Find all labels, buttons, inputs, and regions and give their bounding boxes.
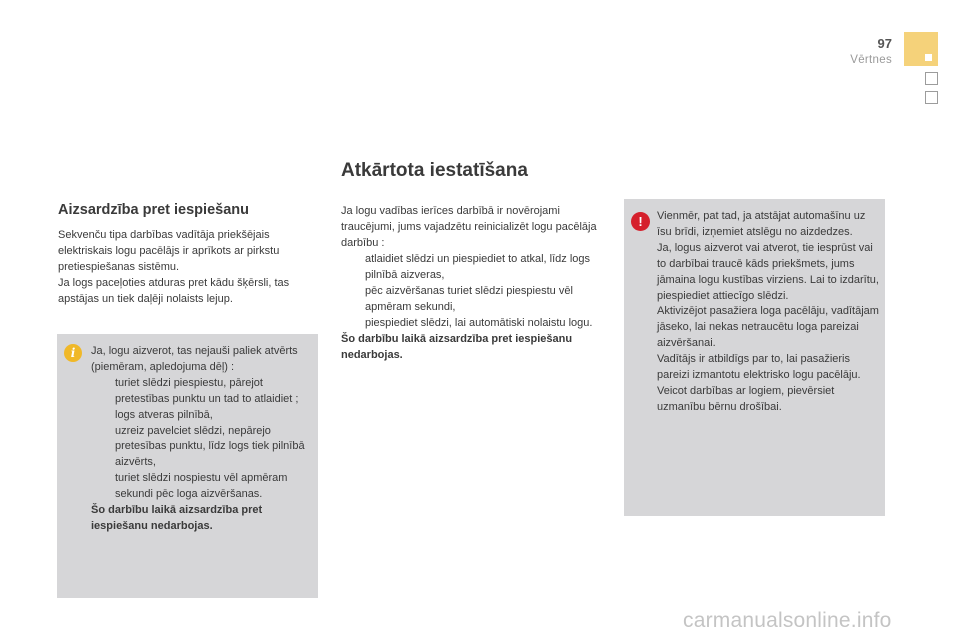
warning-paragraph: Aktivizējot pasažiera loga pacēlāju, vadītājam jāseko, lai nekas netraucētu loga pareizai aizvēršanai. bbox=[657, 305, 879, 350]
info-intro: Ja, logu aizverot, tas nejauši paliek atvērts (piemēram, apledojuma dēļ) : bbox=[91, 345, 298, 373]
list-item-text: turiet slēdzi piespiestu, pārejot pretestības punktu un tad to atlaidiet ; logs atveras pilnībā, bbox=[115, 376, 299, 421]
chapter-tab-active bbox=[904, 32, 938, 66]
warning-paragraph: Ja, logus aizverot vai atverot, tie iesprūst vai to darbībai traucē kāds priekšmets, jums jāmaina logu kustības virziens. Lai to izdarītu, piespiediet attiecīgo slēdzi. bbox=[657, 241, 879, 302]
list-item bbox=[341, 251, 603, 283]
list-item bbox=[91, 424, 313, 472]
warning-text bbox=[657, 209, 881, 416]
paragraph: Sekvenču tipa darbības vadītāja priekšējais elektriskais logu pacēlājs ir aprīkots ar pirkstu pretiespiešanas sistēmu. bbox=[58, 229, 280, 273]
info-icon: i bbox=[64, 344, 82, 362]
reset-intro: Ja logu vadības ierīces darbībā ir novērojami traucējumi, jums vajadzētu reinicializēt logu pacēlāja darbību : bbox=[341, 205, 597, 249]
list-item-text: piespiediet slēdzi, lai automātiski nolaistu logu. bbox=[365, 317, 593, 329]
list-item-text: turiet slēdzi nospiestu vēl apmēram sekundi pēc loga aizvēršanas. bbox=[115, 472, 288, 501]
reset-bullet-list bbox=[341, 251, 603, 331]
info-text bbox=[91, 344, 313, 535]
list-item-text: pēc aizvēršanas turiet slēdzi piespiestu vēl apmēram sekundi, bbox=[365, 285, 573, 313]
info-bullet-list bbox=[91, 376, 313, 503]
list-item bbox=[91, 471, 313, 503]
watermark: carmanualsonline.info bbox=[683, 609, 892, 632]
warning-paragraph: Veicot darbības ar logiem, pievērsiet uzmanību bērnu drošībai. bbox=[657, 384, 835, 413]
chapter-tab-empty bbox=[925, 72, 938, 85]
section-name: Vērtnes bbox=[850, 54, 892, 66]
paragraph: Ja logs paceļoties atduras pret kādu šķērsli, tas apstājas un tiek daļēji nolaists lejup. bbox=[58, 277, 290, 305]
list-item-text: uzreiz pavelciet slēdzi, nepārejo pretesības punktu, līdz logs tiek pilnībā aizvērts, bbox=[115, 424, 305, 469]
anti-pinch-body bbox=[58, 227, 326, 307]
warning-paragraph: Vadītājs ir atbildīgs par to, lai pasažieris pareizi izmantotu elektrisko logu pacēlāju. bbox=[657, 353, 861, 382]
chapter-tab-empty bbox=[925, 91, 938, 104]
list-item bbox=[341, 315, 603, 331]
warning-icon: ! bbox=[631, 212, 650, 231]
reset-section-title: Atkārtota iestatīšana bbox=[341, 160, 528, 181]
page-number: 97 bbox=[877, 36, 892, 51]
reset-body bbox=[341, 203, 603, 363]
list-item-text: atlaidiet slēdzi un piespiediet to atkal, līdz logs pilnībā aizveras, bbox=[365, 253, 591, 281]
list-item bbox=[341, 283, 603, 315]
reset-bold-note: Šo darbību laikā aizsardzība pret iespiešanu nedarbojas. bbox=[341, 333, 573, 361]
warning-paragraph: Vienmēr, pat tad, ja atstājat automašīnu uz īsu brīdi, izņemiet atslēgu no aizdedzes. bbox=[657, 210, 866, 238]
anti-pinch-title: Aizsardzība pret iespiešanu bbox=[58, 202, 249, 218]
list-item bbox=[91, 376, 313, 424]
chapter-tab-marker bbox=[925, 54, 932, 61]
info-bold-note: Šo darbību laikā aizsardzība pret iespiešanu nedarbojas. bbox=[91, 504, 263, 532]
